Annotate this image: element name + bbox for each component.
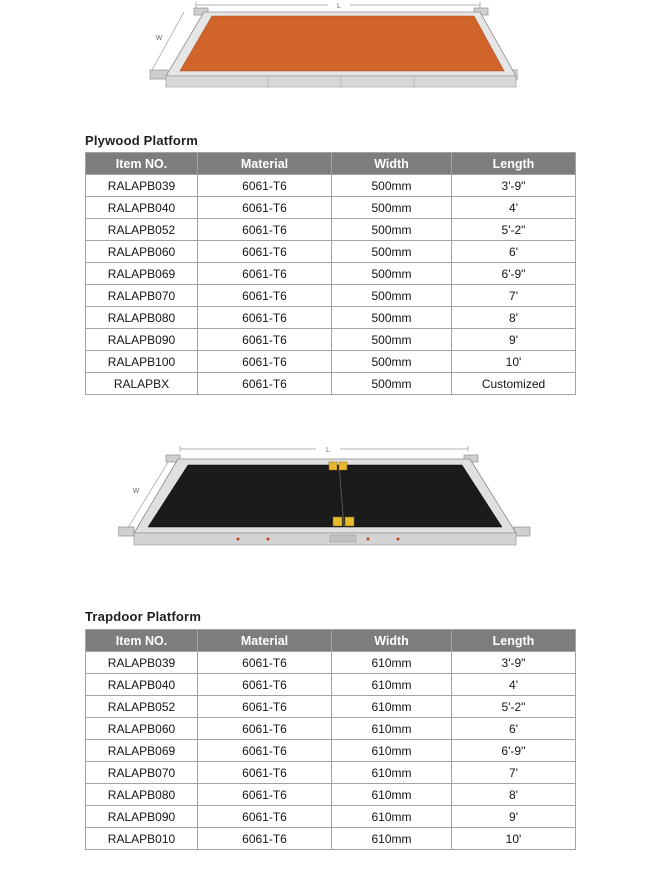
table-row [86, 263, 576, 285]
table-cell: 500mm [332, 241, 452, 263]
table-cell: 6061-T6 [198, 175, 332, 197]
table-row [86, 329, 576, 351]
table-header-row [86, 630, 576, 652]
length-dimension-line [180, 446, 468, 452]
table-cell: 4' [452, 674, 576, 696]
table-row [86, 307, 576, 329]
table-cell: RALAPB100 [86, 351, 198, 373]
table-cell: RALAPB080 [86, 784, 198, 806]
table-cell: RALAPB040 [86, 197, 198, 219]
table-cell: 6061-T6 [198, 674, 332, 696]
table-cell: 6061-T6 [198, 740, 332, 762]
trapdoor-spec-table [85, 629, 576, 850]
table-cell: 6061-T6 [198, 241, 332, 263]
table-cell: RALAPB090 [86, 329, 198, 351]
table-row [86, 652, 576, 674]
table-cell: 5'-2" [452, 219, 576, 241]
table-cell: RALAPB039 [86, 175, 198, 197]
table-row [86, 373, 576, 395]
table-cell: 6'-9" [452, 263, 576, 285]
table-cell: 7' [452, 762, 576, 784]
column-header-length: Length [452, 630, 576, 652]
column-header-width: Width [332, 630, 452, 652]
table-cell: 6061-T6 [198, 197, 332, 219]
table-cell: 610mm [332, 674, 452, 696]
table-row [86, 197, 576, 219]
table-cell: 6' [452, 718, 576, 740]
table-cell: RALAPB069 [86, 263, 198, 285]
trapdoor-platform-figure [118, 443, 538, 568]
table-cell: 610mm [332, 652, 452, 674]
table-cell: 6061-T6 [198, 351, 332, 373]
table-cell: RALAPB060 [86, 241, 198, 263]
table-cell: 610mm [332, 828, 452, 850]
table-cell: 6061-T6 [198, 828, 332, 850]
table-cell: 6061-T6 [198, 696, 332, 718]
table-cell: 500mm [332, 373, 452, 395]
column-header-length: Length [452, 153, 576, 175]
width-dimension-label: W [132, 488, 140, 495]
table-row [86, 740, 576, 762]
table-cell: 500mm [332, 197, 452, 219]
table-cell: 610mm [332, 718, 452, 740]
table-cell: 9' [452, 329, 576, 351]
plywood-platform-figure [138, 0, 518, 100]
table-cell: 6061-T6 [198, 652, 332, 674]
table-cell: 500mm [332, 219, 452, 241]
length-dimension-label: L [337, 3, 341, 10]
table-cell: 500mm [332, 351, 452, 373]
table-cell: 6061-T6 [198, 263, 332, 285]
table-cell: RALAPB010 [86, 828, 198, 850]
table-cell: 9' [452, 806, 576, 828]
column-header-material: Material [198, 630, 332, 652]
table-cell: 6061-T6 [198, 784, 332, 806]
table-cell: RALAPB052 [86, 219, 198, 241]
table-row [86, 784, 576, 806]
table-row [86, 718, 576, 740]
platform-side-face [134, 533, 516, 545]
table-row [86, 285, 576, 307]
trapdoor-section-title: Trapdoor Platform [85, 609, 202, 624]
table-cell: 10' [452, 351, 576, 373]
table-cell: 7' [452, 285, 576, 307]
table-header-row [86, 153, 576, 175]
table-cell: 6061-T6 [198, 762, 332, 784]
table-row [86, 806, 576, 828]
table-cell: 6061-T6 [198, 285, 332, 307]
table-cell: RALAPB080 [86, 307, 198, 329]
table-cell: 610mm [332, 696, 452, 718]
plywood-section-title: Plywood Platform [85, 133, 198, 148]
table-cell: 3'-9" [452, 652, 576, 674]
trapdoor-platform-image [118, 443, 538, 568]
table-cell: 500mm [332, 175, 452, 197]
table-row [86, 351, 576, 373]
column-header-width: Width [332, 153, 452, 175]
table-cell: 500mm [332, 307, 452, 329]
table-cell: 6061-T6 [198, 307, 332, 329]
table-cell: 6061-T6 [198, 373, 332, 395]
table-cell: 610mm [332, 740, 452, 762]
table-cell: RALAPB090 [86, 806, 198, 828]
column-header-item: Item NO. [86, 630, 198, 652]
table-cell: 3'-9" [452, 175, 576, 197]
table-cell: 500mm [332, 285, 452, 307]
table-cell: 6061-T6 [198, 219, 332, 241]
table-cell: RALAPB039 [86, 652, 198, 674]
table-cell: RALAPBX [86, 373, 198, 395]
table-cell: 500mm [332, 263, 452, 285]
table-cell: 6' [452, 241, 576, 263]
table-cell: 6061-T6 [198, 329, 332, 351]
table-cell: Customized [452, 373, 576, 395]
table-row [86, 219, 576, 241]
table-cell: RALAPB070 [86, 285, 198, 307]
table-row [86, 241, 576, 263]
table-cell: 610mm [332, 784, 452, 806]
length-dimension-label: L [326, 447, 330, 454]
table-cell: 8' [452, 307, 576, 329]
plywood-deck [180, 16, 504, 71]
table-cell: 6'-9'' [452, 740, 576, 762]
table-cell: 4' [452, 197, 576, 219]
table-cell: RALAPB040 [86, 674, 198, 696]
plywood-platform-image [138, 0, 518, 100]
table-cell: 6061-T6 [198, 806, 332, 828]
table-cell: 500mm [332, 329, 452, 351]
table-row [86, 674, 576, 696]
column-header-item: Item NO. [86, 153, 198, 175]
table-cell: 5'-2" [452, 696, 576, 718]
table-cell: 10' [452, 828, 576, 850]
table-cell: 6061-T6 [198, 718, 332, 740]
plywood-spec-table [85, 152, 576, 395]
table-cell: 610mm [332, 762, 452, 784]
table-row [86, 175, 576, 197]
table-cell: RALAPB069 [86, 740, 198, 762]
table-row [86, 696, 576, 718]
table-cell: 8' [452, 784, 576, 806]
table-cell: RALAPB052 [86, 696, 198, 718]
table-cell: RALAPB060 [86, 718, 198, 740]
width-dimension-label: W [155, 35, 163, 42]
table-cell: RALAPB070 [86, 762, 198, 784]
trapdoor-deck [148, 465, 502, 527]
table-cell: 610mm [332, 806, 452, 828]
table-row [86, 762, 576, 784]
table-row [86, 828, 576, 850]
side-face-label-plate [330, 535, 356, 542]
column-header-material: Material [198, 153, 332, 175]
